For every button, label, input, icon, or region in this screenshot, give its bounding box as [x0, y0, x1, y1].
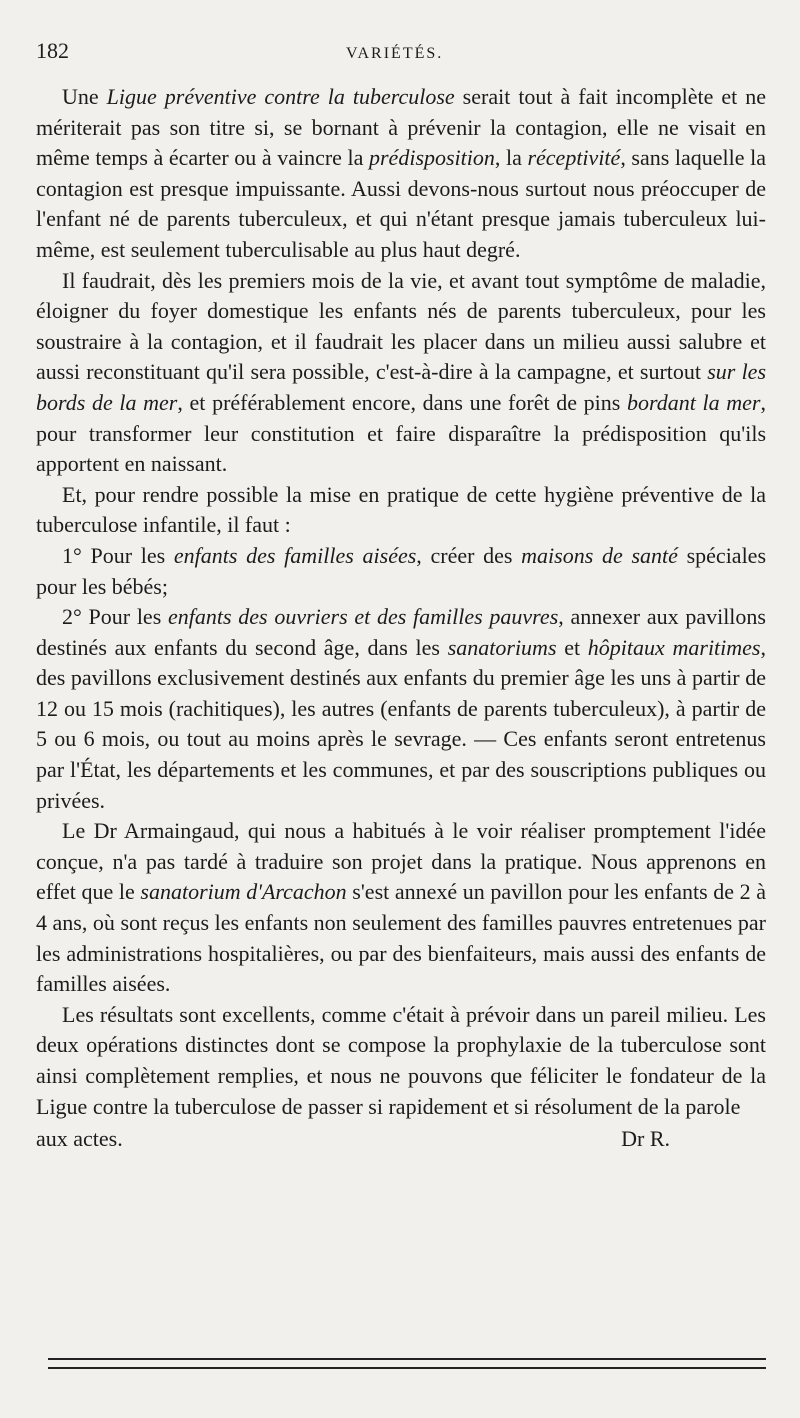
closing-line: [36, 1124, 766, 1155]
text-run: 1° Pour les: [62, 542, 174, 568]
italic-phrase: réceptivité: [527, 145, 621, 171]
text-run: Les résultats sont excellents, comme c'était à prévoir dans un pareil milieu. Les deux opérations distinctes dont se compose la prophylaxie de la tuberculose sont ainsi complètement remplies, et nous ne pouvons que féliciter le fondateur de la Ligue contre la tuberculose de passer si rapidement et si résolument de la parole: [36, 1001, 766, 1119]
text-run: , des pavillons exclusivement destinés aux enfants du premier âge les uns à partir de 12 ou 15 mois (rachitiques), les autres (enfants de parents tuberculeux), à partir de 5 ou 6 mois, ou tout au moins après le sevrage. — Ces enfants seront entretenus par l'État, les départements et les communes, et par des souscriptions publiques ou privées.: [36, 634, 766, 813]
text-run: Une: [62, 84, 107, 109]
running-head: VARIÉTÉS.: [346, 45, 444, 62]
italic-phrase: enfants des ouvriers et des familles pauvres: [167, 604, 559, 630]
text-run: , sans laquelle la contagion est presque impuissante. Aussi devons-nous surtout nous préoccuper de l'enfant né de parents tuberculeux, et qui n'étant presque jamais tuberculeux lui-même, est seulement tuberculisable au plus haut degré.: [36, 145, 766, 262]
text-run: s'est annexé un pavillon pour les enfants de 2 à 4 ans, où sont reçus les enfants non seulement des familles pauvres entretenues par les administrations hospitalières, ou par des bienfaiteurs, mais aussi des enfants de familles aisées.: [36, 879, 767, 997]
text-run: Il faudrait, dès les premiers mois de la vie, et avant tout symptôme de maladie, éloigner du foyer domestique les enfants nés de parents tuberculeux, pour les soustraire à la contagion, et il faudrait les placer dans un milieu aussi salubre et aussi reconstituant qu'il sera possible, c'est-à-dire à la campagne, et surtout: [36, 267, 766, 385]
paragraph: [36, 266, 766, 480]
text-run: spéciales pour les bébés;: [36, 542, 767, 599]
italic-phrase: sanatoriums: [447, 634, 557, 660]
italic-phrase: hôpitaux maritimes: [587, 634, 761, 660]
italic-phrase: sur les bords de la mer: [36, 359, 767, 415]
closing-words: aux actes.: [36, 1126, 123, 1152]
paragraph: [36, 816, 766, 1000]
signature: Dr R.: [621, 1126, 670, 1152]
italic-phrase: maisons de santé: [521, 542, 678, 568]
paragraph: [36, 82, 766, 266]
italic-phrase: prédisposition: [369, 145, 495, 171]
paragraph: [36, 602, 766, 816]
italic-phrase: bordant la mer: [627, 389, 761, 415]
paragraph: [36, 480, 766, 541]
text-run: Et, pour rendre possible la mise en pratique de cette hygiène préventive de la tuberculose infantile, il faut :: [36, 481, 766, 538]
text-run: , pour transformer leur constitution et faire disparaître la prédisposition qu'ils apportent en naissant.: [36, 389, 766, 477]
paragraph: [36, 541, 766, 602]
text-run: , annexer aux pavillons destinés aux enfants du second âge, dans les: [36, 604, 766, 660]
text-run: serait tout à fait incomplète et ne mériterait pas son titre si, se bornant à prévenir la contagion, elle ne visait en même temps à écarter ou à vaincre la: [36, 84, 766, 171]
text-run: 2° Pour les: [62, 604, 168, 630]
paragraph: [36, 1000, 766, 1122]
text-run: , et préférablement encore, dans une forêt de pins: [177, 389, 627, 415]
text-run: et: [556, 634, 588, 660]
double-rule-divider: [48, 1358, 766, 1369]
italic-phrase: enfants des familles aisées: [173, 542, 417, 568]
text-run: , créer des: [416, 542, 522, 568]
page-number: 182: [36, 38, 69, 63]
italic-phrase: sanatorium d'Arcachon: [140, 879, 347, 905]
page-header: [36, 38, 766, 80]
italic-phrase: Ligue préventive contre la tuberculose: [106, 84, 455, 109]
text-run: Le Dr Armaingaud, qui nous a habitués à le voir réaliser promptement l'idée conçue, n'a pas tardé à traduire son projet dans la pratique. Nous apprenons en effet que le: [36, 818, 766, 905]
text-run: , la: [494, 145, 528, 171]
article-body: [36, 82, 766, 1122]
